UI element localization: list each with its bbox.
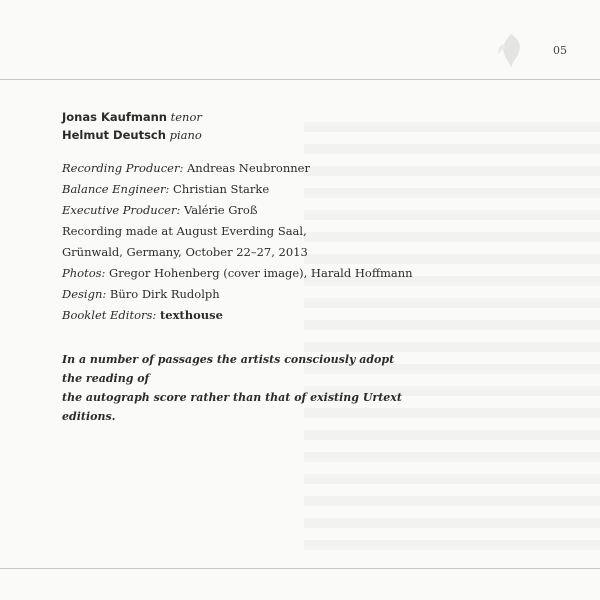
top-divider bbox=[0, 79, 600, 80]
recording-location-line: Recording made at August Everding Saal, bbox=[62, 224, 307, 238]
performer-role: tenor bbox=[170, 110, 202, 124]
page-number: 05 bbox=[553, 44, 567, 57]
credit-photos bbox=[62, 263, 502, 284]
credit-value: texthouse bbox=[159, 308, 223, 322]
credit-design bbox=[62, 284, 502, 305]
recording-date-line: Grünwald, Germany, October 22–27, 2013 bbox=[62, 245, 308, 259]
credit-balance-engineer bbox=[62, 179, 502, 200]
credit-value: Gregor Hohenberg (cover image), Harald Hoffmann bbox=[109, 266, 413, 280]
dove-logo-icon bbox=[495, 30, 527, 70]
credit-value: Andreas Neubronner bbox=[187, 161, 310, 175]
credit-label: Design: bbox=[62, 287, 107, 301]
credit-executive-producer bbox=[62, 200, 502, 221]
production-credits bbox=[62, 158, 502, 326]
credit-label: Balance Engineer: bbox=[62, 182, 170, 196]
credit-label: Photos: bbox=[62, 266, 106, 280]
bottom-divider bbox=[0, 568, 600, 569]
edition-note-line: In a number of passages the artists consciously adopt the reading of bbox=[62, 353, 395, 385]
credit-label: Recording Producer: bbox=[62, 161, 184, 175]
performer-name: Jonas Kaufmann bbox=[62, 110, 167, 124]
credit-label: Booklet Editors: bbox=[62, 308, 157, 322]
edition-note-line: the autograph score rather than that of existing Urtext editions. bbox=[62, 391, 402, 423]
performer-name: Helmut Deutsch bbox=[62, 128, 166, 142]
credit-value: Büro Dirk Rudolph bbox=[109, 287, 220, 301]
credit-booklet-editors bbox=[62, 305, 502, 326]
performer-role: piano bbox=[169, 128, 202, 142]
credits-content bbox=[62, 108, 502, 426]
performer-line bbox=[62, 108, 502, 126]
performer-line bbox=[62, 126, 502, 144]
credit-recording-producer bbox=[62, 158, 502, 179]
credit-value: Valérie Groß bbox=[184, 203, 258, 217]
performers-block bbox=[62, 108, 502, 144]
edition-note bbox=[62, 350, 412, 426]
credit-label: Executive Producer: bbox=[62, 203, 181, 217]
credit-value: Christian Starke bbox=[173, 182, 270, 196]
